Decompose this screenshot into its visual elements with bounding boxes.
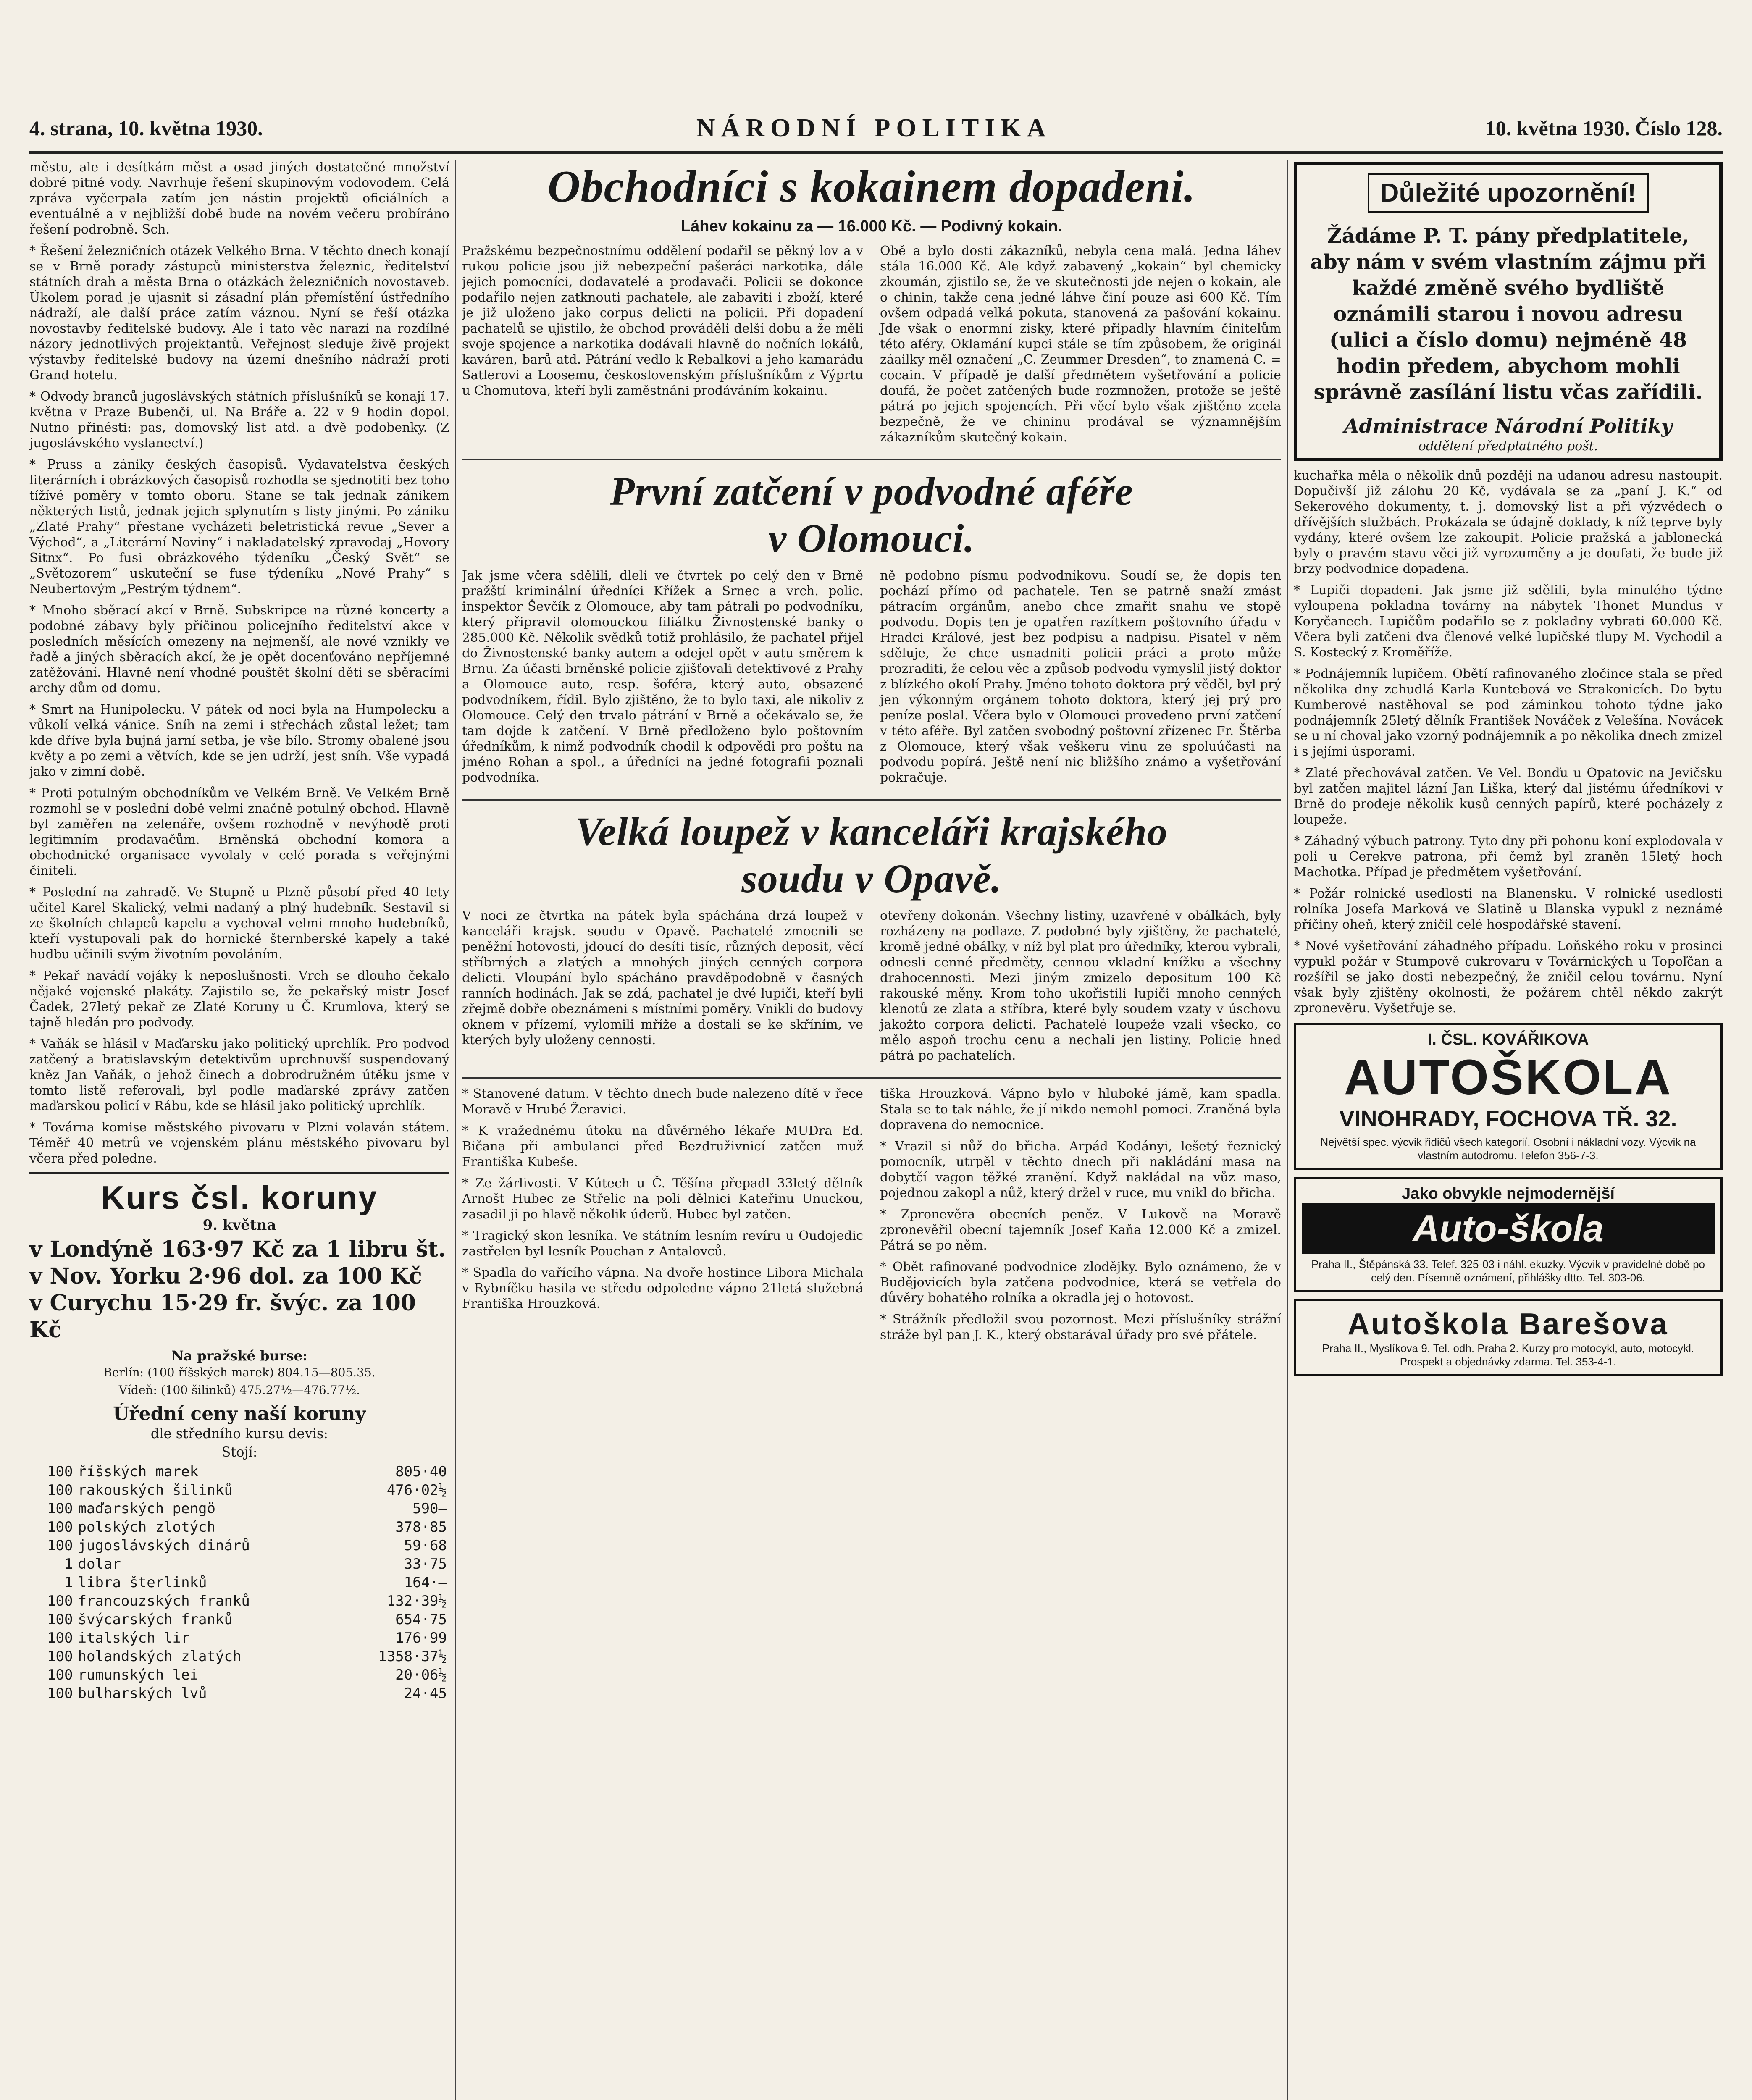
rate-quantity: 100 xyxy=(47,1519,73,1536)
rate-currency: libra šterlinků xyxy=(78,1574,207,1591)
article-title xyxy=(462,468,1281,562)
rate-row xyxy=(29,1610,449,1629)
rate-quantity: 100 xyxy=(47,1667,73,1683)
rate-quantity: 100 xyxy=(47,1685,73,1702)
news-item: * Podnájemník lupičem. Obětí rafinovaného zločince stala se před několika dny zchudlá Karla Kuntebová ve Strakonicích. Do bytu Kumberové nastěhoval se pod záminkou tohoto týdne jako podnájemník 25letý dělník František Nováček z Velešína. Novácek se u ní choval jako vzorný podnájemník a po několika dnech zmizel i s jejími úsporami. xyxy=(1294,667,1723,759)
news-item: * Mnoho sběrací akcí v Brně. Subskripce na různé koncerty a podobné zábavy byly příčinou policejního ředitelství akce v posledních měsících omezeny na nejmenší, ale nové vznikly ve řadě a jiných sběracích akcí, že je opět docenťováno nepříjemné zatěžování. Hlavně není vhodné pouštět školní děti se sběracími archy dům od domu. xyxy=(29,603,449,696)
rate-row xyxy=(29,1666,449,1684)
prague-exchange-line: Vídeň: (100 šilinků) 475.27½—476.77½. xyxy=(118,1383,360,1397)
rate-row xyxy=(29,1592,449,1610)
rate-currency: italských lir xyxy=(78,1630,190,1646)
notice-department: oddělení předplatného pošt. xyxy=(1418,439,1598,454)
notice-title: Důležité upozornění! xyxy=(1368,173,1649,213)
rate-value: 378·85 xyxy=(395,1519,447,1536)
ad-text: Největší spec. výcvik řidičů všech kategorií. Osobní i nákladní vozy. Výcvik na vlastním autodromu. Telefon 356-7-3. xyxy=(1320,1136,1696,1162)
rate-value: 24·45 xyxy=(404,1685,447,1702)
ad-headline: AUTOŠKOLA xyxy=(1344,1050,1673,1105)
news-item: tiška Hrouzková. Vápno bylo v hluboké jámě, kam spadla. Stala se to tak náhle, že jí nikdo nemohl pomoci. Zraněná byla dopravena do nemocnice. xyxy=(880,1087,1281,1132)
rate-quantity: 100 xyxy=(47,1482,73,1499)
news-item: * Pekař navádí vojáky k neposlušnosti. Vrch se dlouho čekalo nějaké vojenské plakáty. Zajistilo se, že pekařský mistr Josef Čadek, 27letý pekař ze Zlaté Koruny u Č. Krumlova, který se tajně hledán pro podvody. xyxy=(29,969,449,1030)
rates-subtitle: dle středního kursu devis: xyxy=(150,1425,328,1441)
column-middle xyxy=(462,160,1281,2100)
rate-currency: rumunských lei xyxy=(78,1667,199,1683)
article-title-line: soudu v Opavě. xyxy=(741,856,1002,901)
currency-date: 9. května xyxy=(202,1217,276,1234)
rate-quantity: 100 xyxy=(47,1648,73,1665)
ad-headline: Autoškola Barešova xyxy=(1347,1307,1669,1341)
news-item: * Obět rafinované podvodnice zlodějky. Bylo oznámeno, že v Budějovicích byla zatčena podvodnice, která se vetřela do důvěry bohatého rolníka a okradla jej o hotovost. xyxy=(880,1260,1281,1305)
rates-header: Stojí: xyxy=(221,1444,257,1460)
news-item: * Požár rolnické usedlosti na Blanensku. V rolnické usedlosti rolníka Josefa Marková ve Slatině u Blanska vypukl z neznámé příčiny oheň, který zničil celé hospodářské stavení. xyxy=(1294,886,1723,932)
news-item: * Vaňák se hlásil v Maďarsku jako politický uprchlík. Pro podvod zatčený a bratislavským detektivům uprchnuvší suspendovaný kněz Jan Vaňák, o jehož činech a dobrodružném útěku jsme v tomto listě referovali, byl podle maďarské zprávy zatčen maďarskou policí v Rábu, kde se hlásil jako politický uprchlík. xyxy=(29,1037,449,1113)
subscriber-notice xyxy=(1294,162,1723,461)
currency-title: Kurs čsl. koruny xyxy=(101,1179,378,1216)
short-news xyxy=(462,1086,1281,1349)
prague-exchange-line: Berlín: (100 říšských marek) 804.15—805.35. xyxy=(103,1365,376,1379)
article-title: Obchodníci s kokainem dopadeni. xyxy=(547,162,1196,212)
ad-headline: Auto-škola xyxy=(1302,1203,1715,1254)
article-text: Jak jsme včera sdělili, dlelí ve čtvrtek po celý den v Brně pražští kriminální úředníci Křížek a Srnec a vrch. polic. inspektor Ševčík z Olomouce, aby tam pátrali po podvodníku, který připravil olomouckou filiálku Živnostenské banky o 285.000 Kč. Několik svědků totiž prohlásilo, že pachatel přijel do Živnostenské banky autem a odejel opět v autu směrem k Brnu. Za účasti brněnské policie zjišťovali detektivové z Prahy a Olomouce auto, resp. šoféra, který auto, obsazené podvodníkem, řídil. Bylo zjištěno, že to bylo taxi, ale nikoliv z Olomouce. Celý den trvalo pátrání v Brně a očekávalo se, že tam dojde k zatčení. V Brně předloženo bylo poštovním úředníkům, k nimž podvodník chodil k odpovědi pro poštu na jméno Rohan a spol., a úředníci na jedné fotografii poznali podvodníka. xyxy=(462,568,863,785)
rate-value: 1358·37½ xyxy=(378,1648,447,1665)
news-item: * Spadla do vařícího vápna. Na dvoře hostince Libora Michala v Rybníčku hasila ve středu odpoledne vápno 21letá služebná Františka Hrouzková. xyxy=(462,1265,863,1311)
article-text: ně podobno písmu podvodníkovu. Soudí se, že dopis ten pochází přímo od pachatele. Ten se patrně snaží zmást pátracím orgánům, anebo chce zmařit snahu ve stopě podvodu. Dopis ten je opatřen razítkem poštovního úřadu v Hradci Králové, jest bez podpisu a nadpisu. Pisatel v něm sděluje, že chce usnadniti policii práci a proto může prozraditi, že celou věc a způsob podvodu vymyslil jistý doktor z blízkého okolí Prahy. Jméno tohoto doktora prý věděl, byl prý jen výkonným orgánem tohoto doktora, který jej prý pro peníze poslal. Včera bylo v Olomouci provedeno první zatčení v této aféře. Byl zatčen svobodný poštovní zřízenec Fr. Štěrba z Olomouce, který však veškeru vinu ze spoluúčasti na podvodu popírá. Ještě není nic bližšího známo a vyšetřování pokračuje. xyxy=(880,568,1281,785)
page-info-left: 4. strana, 10. května 1930. xyxy=(29,116,263,140)
rate-currency: rakouských šilinků xyxy=(78,1482,233,1499)
news-item: * Pruss a zániky českých časopisů. Vydavatelstva českých literárních i obrázkových časopisů rozhodla se sjednotiti bez toho tížívé poměry v tomto oboru. Stane se tak jednak zánikem některých listů, jednak jejich splynutím s listy jinými. Po zániku „Zlaté Prahy“ přestane vycházeti beletristická revue „Sever a Východ“, a „Literární Noviny“ i nakladatelský zpravodaj „Hovory Sitnx“. Po fusi obrázkového týdeníku „Český Svět“ se „Světozorem“ uskuteční se fuse týdeníku „Nové Prahy“ s Neubertovým „Pestrým týdnem“. xyxy=(29,457,449,596)
rate-currency: maďarských pengö xyxy=(78,1500,215,1517)
rate-quantity: 100 xyxy=(47,1611,73,1628)
article-subtitle: Láhev kokainu za — 16.000 Kč. — Podivný kokain. xyxy=(680,218,1063,235)
news-item: kuchařka měla o několik dnů později na udanou adresu nastoupit. Dopučivší již zálohu 20 Kč, vydávala se za „paní J. K.“ od Sekerového dokumenty, t. j. domovský list a při výzvědech o dřívějších službách. Prokázala se údajně doklady, k níž teprve byly vydány, které ovšem lze zakoupit. Policie pražská a jablonecká byly o pravém stavu věci již vyrozuměny a je doufati, že bude již brzy podvodnice dopadena. xyxy=(1294,468,1723,576)
article-opava xyxy=(462,808,1281,1069)
rate-currency: říšských marek xyxy=(78,1463,199,1480)
news-item: * Továrna komise městského pivovaru v Plzni volaván státem. Téměř 40 metrů ve vojenském plánu městského pivovaru byl včera před poledne. xyxy=(29,1120,449,1166)
prague-exchange-title: Na pražské burse: xyxy=(171,1348,307,1364)
article-divider xyxy=(462,1077,1281,1079)
ad-address: VINOHRADY, FOCHOVA TŘ. 32. xyxy=(1339,1106,1677,1131)
ad-autoskola xyxy=(1294,1177,1723,1292)
column-right xyxy=(1294,160,1723,2100)
article-text: Pražskému bezpečnostnímu oddělení podařil se pěkný lov a v rukou policie jsou již nebezpeční pašeráci narkotika, dále jejich pomocníci, dodavatelé a prodavači. Policii se dokonce podařilo nejen zatknouti pachatele, ale zabaviti i zboží, které je již uloženo jako corpus delicti na policii. Při dopadení pachatelů se ujistilo, že obchod prováděli delší dobu a že měli svoje spojence a narkotika dodávali hlavně do nočních lokálů, kaváren, barů atd. Pátrání vedlo k Rebalkovi a jeho kamarádu Satlerovi a Loosemu, československým příslušníkům z Výprtu u Chomutova, kteří byli zaměstnáni prodáváním kokainu. xyxy=(462,244,863,398)
article-title-line: První zatčení v podvodné aféře xyxy=(610,469,1133,514)
rate-value: 805·40 xyxy=(395,1463,447,1480)
rate-currency: jugoslávských dinárů xyxy=(78,1537,250,1554)
article-olomouc xyxy=(462,468,1281,791)
column-divider xyxy=(1287,160,1288,2100)
article-title-line: v Olomouci. xyxy=(768,516,975,561)
rate-quantity: 100 xyxy=(47,1593,73,1609)
news-item: * Vrazil si nůž do břicha. Arpád Kodányi, lešetý řeznický pomocník, utrpěl v těchto dnech při nakládání masa na dobytčí vagon těžké zranění. Když nakládal na vůz maso, pojednou zakopl a nůž, který držel v ruce, mu vnikl do břicha. xyxy=(880,1139,1281,1200)
news-item: * Řešení železničních otázek Velkého Brna. V těchto dnech konají se v Brně porady zástupců ministerstva železnic, ředitelství státních drah a města Brna o otázkách železničních novostaveb. Úkolem porad je ujasnit si zásadní plán přemístění ústředního nádraží, ale další práce zatím váznou. Nyní se řeší otázka novostavby ředitelské budovy. Ale i tato věc narazí na rozdílné názory jednotlivých projektantů. Veřejnost sleduje živě projekt výstavby ředitelské budovy na území dnešního nádraží proti Grand hotelu. xyxy=(29,244,449,383)
currency-box xyxy=(29,1172,449,1703)
news-item: * Nové vyšetřování záhadného případu. Loňského roku v prosinci vypukl požár v Stumpově cukrovaru v Továrnických u Topoľčan a rozšířil se jako dosti nebezpečný, že zničil celou továrnu. Nyní však byly zjištěny okolnosti, že požárem chtěl někdo zakrýt zpronevěru. Vyšetřuje se. xyxy=(1294,939,1723,1016)
rate-value: 164·— xyxy=(404,1574,447,1591)
currency-line: v Nov. Yorku 2·96 dol. za 100 Kč xyxy=(29,1263,422,1289)
rate-value: 654·75 xyxy=(395,1611,447,1628)
rate-value: 476·02½ xyxy=(386,1482,447,1499)
rate-value: 59·68 xyxy=(404,1537,447,1554)
article-text: otevřeny dokonán. Všechny listiny, uzavřené v obálkách, byly rozházeny na podlaze. Z podobné byly zjištěny, že pachatelé, kromě jedné obálky, v níž byl plat pro úředníky, kterou vybrali, odnesli cenné předměty, cennou vkladní knížku a všechny drahocennosti. Mezi jiným zmizelo depositum 100 Kč rakouské měny. Krom toho ukořistili lupiči mnoho cenných klenotů ze zlata a stříbra, které byly soudem vzaty v úschovu jakožto corpora delicti. Pachatelé loupeže vzali všecko, co mělo aspoň trochu cenu a nechali jen listiny. Policie hned pátrá po pachatelích. xyxy=(880,908,1281,1063)
newspaper-title: NÁRODNÍ POLITIKA xyxy=(696,113,1052,142)
rate-quantity: 100 xyxy=(47,1537,73,1554)
rate-quantity: 100 xyxy=(47,1630,73,1646)
rate-value: 132·39½ xyxy=(386,1593,447,1609)
article-text: V noci ze čtvrtka na pátek byla spáchána drzá loupež v kanceláři krajsk. soudu v Opavě. Pachatelé zmocnili se peněžní hotovosti, jdoucí do desíti tisíc, různých deposit, věcí stříbrných a zlatých a mnohých jiných cenných corpora delicti. Vloupání bylo spácháno pravděpodobně v časných ranních hodinách. Jak se zdá, pachatel je dvé lupiči, kteří byli zřejmě dobře obeznámeni s místními poměry. Vnikli do budovy oknem v přízemí, vylomili mříže a dostali se ke skříním, ve kterých byly uloženy cennosti. xyxy=(462,908,863,1047)
ad-line: I. ČSL. KOVÁŘIKOVA xyxy=(1427,1031,1589,1048)
currency-line: v Londýně 163·97 Kč za 1 libru št. xyxy=(29,1236,446,1262)
rate-value: 590— xyxy=(412,1500,447,1517)
notice-signature: Administrace Národní Politiky xyxy=(1344,415,1673,437)
news-item: * Strážník předložil svou pozornost. Mezi příslušníky strážní stráže byl pan J. K., který obstarával úřady pro své přátele. xyxy=(880,1312,1281,1342)
rate-row xyxy=(29,1481,449,1499)
news-item: * Zlaté přechovával zatčen. Ve Vel. Bonďu u Opatovic na Jevičsku byl zatčen majitel lázní Jan Liška, který dal jistému úředníkovi v Brně do prodeje několik kusů cenných papírů, které pocházely z loupeže. xyxy=(1294,766,1723,827)
rates-table xyxy=(29,1462,449,1703)
article-cocaine xyxy=(462,162,1281,451)
newspaper-page xyxy=(29,25,1723,2100)
rate-value: 176·99 xyxy=(395,1630,447,1646)
rate-value: 20·06½ xyxy=(395,1667,447,1683)
column-divider xyxy=(455,160,456,2100)
ad-text: Praha II., Štěpánská 33. Telef. 325-03 i náhl. ekuzky. Výcvik v pravidelné době po celý den. Písemně oznámení, přihlášky dtto. Tel. 303-06. xyxy=(1311,1258,1705,1284)
rate-row xyxy=(29,1573,449,1592)
ad-line: Jako obvykle nejmodernější xyxy=(1402,1185,1615,1202)
currency-line: v Curychu 15·29 fr. švýc. za 100 Kč xyxy=(29,1290,416,1343)
notice-body: Žádáme P. T. pány předplatitele, aby nám v svém vlastním zájmu při každé změně svého bydliště oznámili starou i novou adresu (ulici a číslo domu) nejméně 48 hodin předem, abychom mohli správně zasílání listu včas zařídili. xyxy=(1310,224,1706,404)
article-text: Obě a bylo dosti zákazníků, nebyla cena malá. Jedna láhev stála 16.000 Kč. Ale když zabavený „kokain“ byl chemicky zkoumán, zjistilo se, že ve skutečnosti jde nejen o kokain, ale o chinin, takže cena jedné láhve činí pouze asi 600 Kč. Tím ovšem odpadá velká pokuta, stanovená za pašování kokainu. Jde však o enormní zisky, které připadly hlavním činitelům této aféry. Oklamání kupci stále se tím způsobem, že originál záailky měl označení „C. Zeummer Dresden“, to znamená C. = cocain. V případě je další předmětem vyšetřování a policie doufá, že počet zatčených bude rozmnožen, protože se ještě pátrá po jejich spojencích. Při věcí bylo však zjištěno zcela bezpečně, že ve chininu prodával se významnějším zákazníkům skutečný kokain. xyxy=(880,244,1281,445)
article-divider xyxy=(462,799,1281,801)
news-item: * Ze žárlivosti. V Kútech u Č. Těšína přepadl 33letý dělník Arnošt Hubec ze Střelic na poli dělnici Kateřinu Unuckou, zasadil ji po hlavě několik úderů. Hubec byl zatčen. xyxy=(462,1176,863,1222)
news-item: * Odvody branců jugoslávských státních příslušníků se konají 17. května v Praze Bubenči, ul. Na Bráře a. 22 v 9 hodin dopol. Nutno přinésti: pas, domovský list atd. a dvě podobenky. (Z jugoslávského vyslanectví.) xyxy=(29,389,449,451)
rate-value: 33·75 xyxy=(404,1556,447,1572)
news-item: * Zpronevěra obecních peněz. V Lukově na Moravě zpronevěřil obecní tajemník Josef Kaňa 12.000 Kč a zmizel. Pátrá se po něm. xyxy=(880,1207,1281,1253)
rate-quantity: 1 xyxy=(64,1556,73,1572)
news-item: * Stanovené datum. V těchto dnech bude nalezeno dítě v řece Moravě v Hrubé Žeravici. xyxy=(462,1087,863,1117)
page-info-right: 10. května 1930. Číslo 128. xyxy=(1485,116,1723,140)
news-item: * Tragický skon lesníka. Ve státním lesním revíru u Oudojedic zastřelen byl lesník Pouchan z Antalovců. xyxy=(462,1228,863,1259)
masthead xyxy=(29,105,1723,154)
rate-row xyxy=(29,1536,449,1555)
news-item: * K vražednému útoku na důvěrného lékaře MUDra Ed. Bičana při ambulanci před Bezdruživnicí zatčen muž Františka Kubeše. xyxy=(462,1124,863,1169)
news-item: * Lupiči dopadeni. Jak jsme již sdělili, byla minulého týdne vyloupena pokladna továrny na nábytek Thonet Mundus v Koryčanech. Lupičům podařilo se z pokladny vybrati 60.000 Kč. Včera byli zatčeni dva členové velké lupičské tlupy M. Vychodil a S. Kostecký z Kroměříže. xyxy=(1294,583,1723,660)
news-item: * Proti potulným obchodníkům ve Velkém Brně. Ve Velkém Brně rozmohl se v poslední době velmi značně potulný obchod. Hlavně byl zaměřen na zelenáře, ovšem rozhodně v nevýhodě proti legitimním prodavačům. Brněnská obchodní komora a obchodnické organisace vyvolaly v celé porada s veřejnými činiteli. xyxy=(29,786,449,878)
rate-currency: holandských zlatých xyxy=(78,1648,242,1665)
rate-row xyxy=(29,1462,449,1481)
news-item: městu, ale i desítkám měst a osad jiných dostatečné množství dobré pitné vody. Navrhuje řešení skupinovým vodovodem. Celá zpráva vyčerpala zatím jen nástin projektů oficiálních a eventuálně a v nejbližší době bude na novém večeru probíráno řešení podrobně. Sch. xyxy=(29,160,449,237)
rate-row xyxy=(29,1555,449,1573)
ad-text: Praha II., Myslíkova 9. Tel. odh. Praha 2. Kurzy pro motocykl, auto, motocykl. Prospekt a objednávky zdarma. Tel. 353-4-1. xyxy=(1322,1342,1694,1368)
article-divider xyxy=(462,459,1281,460)
news-item: * Poslední na zahradě. Ve Stupně u Plzně působí před 40 lety učitel Karel Skalický, velmi nadaný a plný hudebník. Sestavil si ze školních chlapců kapelu a vychoval velmi mnoho hudebníků, kteří vystupovali pak do hornické šternberské kapely a také hudbu učinili svým životním povoláním. xyxy=(29,885,449,962)
rate-row xyxy=(29,1499,449,1518)
rates-title: Úřední ceny naší koruny xyxy=(113,1403,366,1425)
ad-autoskola-kovarikova xyxy=(1294,1023,1723,1170)
rate-quantity: 100 xyxy=(47,1463,73,1480)
article-title-line: Velká loupež v kanceláři krajského xyxy=(575,809,1168,854)
rate-currency: francouzských franků xyxy=(78,1593,250,1609)
article-title xyxy=(462,808,1281,902)
rate-currency: dolar xyxy=(78,1556,121,1572)
rate-row xyxy=(29,1629,449,1647)
rate-row xyxy=(29,1647,449,1666)
rate-quantity: 1 xyxy=(64,1574,73,1591)
column-left xyxy=(29,160,449,2100)
news-item: * Smrt na Hunipolecku. V pátek od noci byla na Humpolecku a vůkolí velká vánice. Sníh na zemi i střechách zůstal ležet; tam kde dříve byla bujná jarní setba, je vše bílo. Stromy obalené jsou květy a po zemi a větvích, kde se jen udrží, jest sníh. Vše vypadá jako v zimní době. xyxy=(29,702,449,779)
rate-currency: švýcarských franků xyxy=(78,1611,233,1628)
rate-currency: polských zlotých xyxy=(78,1519,215,1536)
rate-quantity: 100 xyxy=(47,1500,73,1517)
ad-autoskola-baresova xyxy=(1294,1299,1723,1376)
news-item: * Záhadný výbuch patrony. Tyto dny při pohonu koní explodovala v poli u Cerekve patrona, při čemž byl zraněn 15letý hoch Machotka. Případ je předmětem vyšetřování. xyxy=(1294,834,1723,879)
rate-currency: bulharských lvů xyxy=(78,1685,207,1702)
rate-row xyxy=(29,1684,449,1703)
rate-row xyxy=(29,1518,449,1536)
